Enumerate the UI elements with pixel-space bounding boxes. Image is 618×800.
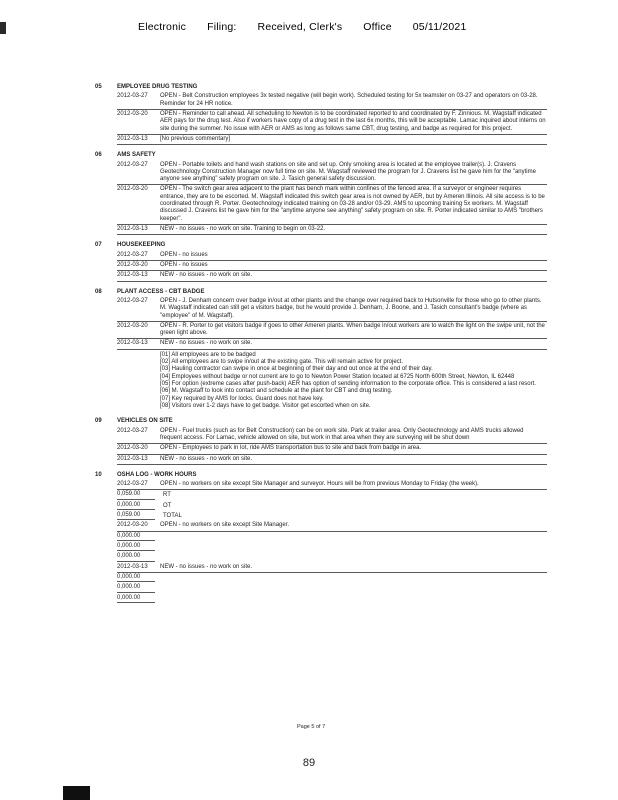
section-header <box>95 289 547 297</box>
hours-row <box>117 573 547 583</box>
filing-header-date: 05/11/2021 <box>412 21 467 33</box>
section <box>95 84 547 145</box>
section-number: 05 <box>95 84 102 90</box>
section <box>95 242 547 281</box>
entry-date: 2012-03-13 <box>117 226 148 232</box>
entry-date: 2012-03-13 <box>117 135 148 142</box>
filing-header <box>138 21 467 33</box>
section-number: 06 <box>95 152 102 159</box>
table-row <box>117 480 547 490</box>
section <box>95 289 547 412</box>
entry-date: 2012-03-27 <box>117 481 148 488</box>
hours-label: RT <box>163 492 171 499</box>
scan-artifact-bottom <box>63 786 90 800</box>
table-row <box>117 455 547 465</box>
hours-value: 0,000.00 <box>117 543 155 551</box>
table-row <box>117 135 547 145</box>
entry-text: OPEN - R. Porter to get visitors badge if goes to other Ameren plants. When badge in/out workers are to watch the light on the swipe unit, not the green light above. <box>160 322 545 337</box>
entry-text: OPEN - no issues <box>160 251 208 258</box>
section-number: 08 <box>95 288 102 295</box>
filing-header-word: Office <box>363 21 392 33</box>
entry-date: 2012-03-20 <box>117 186 148 193</box>
entry-text: OPEN - Belt Construction employees 3x tested negative (will begin work). Scheduled testing for 5x teamster on 03-27 and operators on 03-28. Reminder for 24 HR notice. <box>160 93 538 107</box>
entry-text: NEW - no issues - no work on site. <box>160 272 253 279</box>
hours-row <box>117 511 547 521</box>
table-row <box>117 563 547 573</box>
hours-row <box>117 594 547 604</box>
entry-date: 2012-03-20 <box>117 322 148 329</box>
hours-row <box>117 501 547 511</box>
section-number: 09 <box>95 418 102 425</box>
entry-text: NEW - no issues - no work on site. <box>160 455 253 462</box>
hours-value: 0,000.00 <box>117 533 155 541</box>
entry-text: OPEN - J. Denham concern over badge in/out at other plants and the change over required back to Hutsonville for those who go to other plants. M. Wagstaff indicated can still get a visitors badge, but he would provide J. Denham, J. Boone, and J. Tasich consultant's badge (where as "employee" of M. Wagstaff). <box>160 297 542 319</box>
table-row <box>117 251 547 261</box>
entry-text: OPEN - The switch gear area adjacent to the plant has bench mark within confines of the fenced area. If a surveyor or engineer requires entrance, they are to be escorted. M. Wagstaff indicated this switch gear area is not owned by AER, but by Ameren Illinois. All site access is to be coordinated through R. Porter. Geotechnology indicated training on 03-28 and/or 03-29. AMS to upcoming training 5x workers. M. Wagstaff discussed J. Cravens list he gave him for the "anytime anyone see anything" safety program on site. R. Porter indicated similar to AMS "brothers keeper". <box>160 186 545 222</box>
entry-text: OPEN - no issues <box>160 261 208 268</box>
hours-value: 0,000.00 <box>117 574 155 582</box>
table-row <box>117 427 547 445</box>
entry-date: 2012-03-27 <box>117 161 148 168</box>
hours-row <box>117 583 547 593</box>
section-header <box>95 84 547 92</box>
entry-date: 2012-03-20 <box>117 445 148 452</box>
section <box>95 472 547 604</box>
table-row <box>117 322 547 340</box>
table-row <box>117 92 547 110</box>
filing-header-word: Electronic <box>138 21 187 33</box>
page-number: 89 <box>302 757 316 769</box>
hours-value: 0,000.00 <box>117 584 155 592</box>
hours-row <box>117 490 547 500</box>
entry-note: [02] All employees are to swipe in/out at the existing gate. This will remain active for project. <box>160 359 404 366</box>
table-row <box>117 339 547 349</box>
section-title: PLANT ACCESS - CBT BADGE <box>117 288 205 295</box>
entry-text: [No previous commentary] <box>160 135 231 142</box>
entry-note: [08] Visitors over 1-2 days have to get badge. Visitor get escorted when on site. <box>160 402 371 409</box>
entry-text: OPEN - Reminder to call ahead. All scheduling to Newton is to be coordinated reported to and coordinated by F. Zinnious. M. Wagstaff indicated AER pays for the drug test. Also if workers have copy of a drug test in the last 6x months, this will be acceptable. Lamac inquired about interns on site during the summer. No issue with AER or AMS as long as follows same CBT, drug testing, and badge as required for this project. <box>160 110 546 132</box>
entry-note: [06] M. Wagstaff to look into contact and schedule at the plant for CBT and drug testing. <box>160 388 393 395</box>
page-count-label: Page 5 of 7 <box>297 724 326 730</box>
hours-label: TOTAL <box>163 513 182 520</box>
table-row <box>117 185 547 225</box>
section-header <box>95 242 547 250</box>
hours-label: OT <box>163 502 172 509</box>
section-title: AMS SAFETY <box>117 152 156 159</box>
hours-row <box>117 552 547 562</box>
entry-note: [03] Hauling contractor can swipe in once at beginning of their day and out once at the end of their day. <box>160 366 433 373</box>
entry-text: NEW - no issues - no work on site. Training to begin on 03-22. <box>160 226 326 232</box>
section <box>95 418 547 465</box>
scan-artifact-top <box>0 22 6 34</box>
hours-value: 0,059.00 <box>117 512 155 520</box>
table-row <box>117 271 547 281</box>
entry-text: OPEN - no workers on site except Site Manager. <box>160 522 290 529</box>
filing-header-word: Received, Clerk's <box>257 21 343 33</box>
entry-text: OPEN - no workers on site except Site Manager and surveyor. Hours will be from previous Monday to Friday (the week). <box>160 481 479 488</box>
section-header <box>95 472 547 480</box>
hours-value: 0,000.00 <box>117 553 155 561</box>
entry-date: 2012-03-20 <box>117 261 148 268</box>
entry-date: 2012-03-27 <box>117 251 148 258</box>
hours-value: 0,059.00 <box>117 491 155 499</box>
section-title: OSHA LOG - WORK HOURS <box>117 471 197 478</box>
entry-date: 2012-03-13 <box>117 563 148 570</box>
table-row <box>117 521 547 531</box>
table-row <box>117 297 547 322</box>
section-title: HOUSEKEEPING <box>117 242 166 249</box>
filing-header-word: Filing: <box>207 21 237 33</box>
entry-note: [01] All employees are to be badged <box>160 351 256 358</box>
table-row <box>117 225 547 235</box>
entry-text: OPEN - Employees to park in lot, ride AMS transportation bus to site and back from badge in area. <box>160 445 422 452</box>
entry-date: 2012-03-13 <box>117 340 148 347</box>
hours-row <box>117 532 547 542</box>
entry-text: OPEN - Fuel trucks (such as for Belt Construction) can be on work site. Park at trailer area. Only Geotechnology and AMS trucks allowed frequent access. For Lamac, vehicle allowed on site, but work in that area when they are surveying will be shut down <box>160 427 524 441</box>
entry-text: NEW - no issues - no work on site. <box>160 340 253 347</box>
section-number: 07 <box>95 242 102 249</box>
minutes-table <box>95 84 547 611</box>
entry-text: NEW - no issues - no work on site. <box>160 563 253 570</box>
section-title: EMPLOYEE DRUG TESTING <box>117 84 198 90</box>
section-number: 10 <box>95 471 102 478</box>
entry-notes <box>160 350 547 412</box>
entry-note: [07] Key required by AMS for locks. Guard does not have key. <box>160 395 324 402</box>
entry-text: OPEN - Portable toilets and hand wash stations on site and set up. Only smoking area is located at the employee trailer(s). J. Cravens Geotechnology Construction Manager now full time on site. M. Wagstaff reviewed the program for J. Cravens list he gave him for the "anytime anyone see anything" safety program on site. J. Tasich general safety discussion. <box>160 161 536 183</box>
entry-date: 2012-03-27 <box>117 297 148 304</box>
table-row <box>117 161 547 186</box>
section-header <box>95 152 547 160</box>
section <box>95 152 547 235</box>
entry-date: 2012-03-13 <box>117 272 148 279</box>
entry-date: 2012-03-13 <box>117 455 148 462</box>
hours-value: 0,000.00 <box>117 595 155 603</box>
table-row <box>117 444 547 454</box>
hours-value: 0,000.00 <box>117 502 155 510</box>
entry-note: [04] Employees without badge or not current are to go to Newton Power Station located at 6725 North 600th Street, Newton, IL 62448 <box>160 373 515 380</box>
entry-date: 2012-03-27 <box>117 427 148 434</box>
entry-date: 2012-03-20 <box>117 110 148 117</box>
hours-row <box>117 542 547 552</box>
table-row <box>117 110 547 135</box>
section-header <box>95 418 547 426</box>
entry-date: 2012-03-27 <box>117 93 148 100</box>
table-row <box>117 261 547 271</box>
entry-date: 2012-03-20 <box>117 522 148 529</box>
section-title: VEHICLES ON SITE <box>117 418 173 425</box>
entry-note: [05] For option (extreme cases after push-back) AER has option of sending information to the corporate office. This is considered a last resort. <box>160 381 536 387</box>
